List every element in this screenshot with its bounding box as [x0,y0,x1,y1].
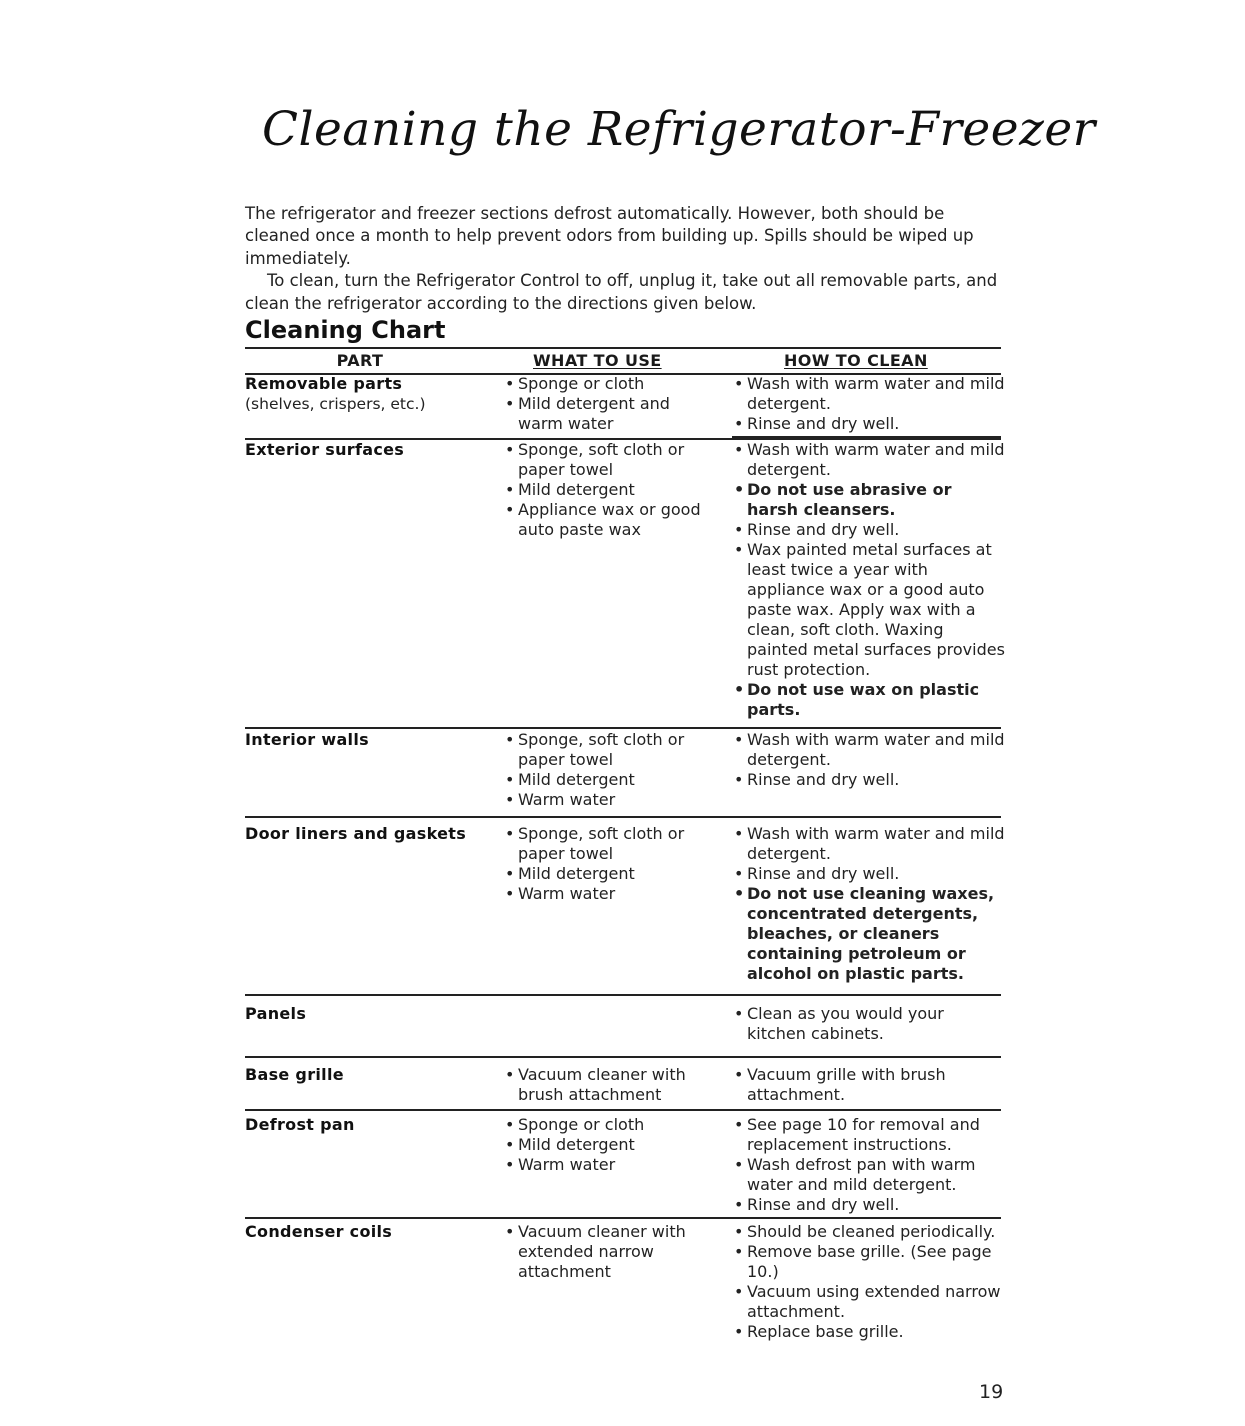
how-to-clean-item: • Should be cleaned periodically. [732,1222,1007,1242]
what-to-use-item: • Warm water [503,1155,713,1175]
how-to-clean-item: • Wash with warm water and mild detergent. [732,374,1007,414]
how-to-clean-item: • See page 10 for removal and replacement instructions. [732,1115,1007,1155]
table-top-rule [245,347,1001,349]
part-name: Interior walls [245,730,369,749]
what-to-use-item: • Sponge, soft cloth or paper towel [503,730,713,770]
part-subtitle: (shelves, crispers, etc.) [245,395,426,413]
column-header-how-to-clean: HOW TO CLEAN [784,351,928,370]
column-header-part: PART [336,351,384,370]
intro-text [245,203,1005,315]
part-name: Base grille [245,1065,344,1084]
part-name: Condenser coils [245,1222,393,1241]
what-to-use-item: • Mild detergent and warm water [503,394,713,434]
part-cell [245,1115,495,1135]
row-divider [245,727,1001,729]
how-to-clean-warning: • Do not use cleaning waxes, concentrated detergents, bleaches, or cleaners containing petroleum or alcohol on plastic parts. [732,884,1007,984]
part-cell [245,374,495,414]
how-to-clean-item: • Rinse and dry well. [732,770,1007,790]
what-to-use-item: • Warm water [503,884,713,904]
what-to-use-cell [503,440,713,540]
what-to-use-cell [503,730,713,810]
what-to-use-cell [503,1222,713,1282]
how-to-clean-item: • Rinse and dry well. [732,864,1007,884]
row-divider [245,816,1001,818]
column-header-what-to-use: WHAT TO USE [533,351,662,370]
what-to-use-item: • Vacuum cleaner with extended narrow attachment [503,1222,713,1282]
how-to-clean-item: • Clean as you would your kitchen cabinets. [732,1004,1007,1044]
how-to-clean-item: • Wash with warm water and mild detergent. [732,730,1007,770]
part-name: Defrost pan [245,1115,355,1134]
part-name: Exterior surfaces [245,440,405,459]
what-to-use-cell [503,1115,713,1175]
how-to-clean-item: • Wash with warm water and mild detergent. [732,440,1007,480]
how-to-clean-cell [732,440,1007,720]
how-to-clean-warning: • Do not use abrasive or harsh cleansers. [732,480,1007,520]
how-to-clean-item: • Replace base grille. [732,1322,1007,1342]
what-to-use-item: • Sponge, soft cloth or paper towel [503,824,713,864]
what-to-use-item: • Sponge, soft cloth or paper towel [503,440,713,480]
how-to-clean-item: • Vacuum using extended narrow attachment. [732,1282,1007,1322]
what-to-use-item: • Mild detergent [503,864,713,884]
what-to-use-item: • Appliance wax or good auto paste wax [503,500,713,540]
what-to-use-cell [503,1065,713,1105]
page-number: 19 [979,1381,1004,1403]
part-cell [245,1222,495,1242]
how-to-clean-cell [732,1004,1007,1044]
row-divider [245,994,1001,996]
how-to-clean-item: • Wax painted metal surfaces at least twice a year with appliance wax or a good auto paste wax. Apply wax with a clean, soft cloth. Waxing painted metal surfaces provides rust protection. [732,540,1007,680]
intro-paragraph: The refrigerator and freezer sections defrost automatically. However, both should be cleaned once a month to help prevent odors from building up. Spills should be wiped up immediately. [245,204,974,268]
what-to-use-item: • Mild detergent [503,480,713,500]
part-name: Door liners and gaskets [245,824,467,843]
chart-title: Cleaning Chart [245,316,446,344]
how-to-clean-item: • Rinse and dry well. [732,520,1007,540]
how-to-clean-item: • Vacuum grille with brush attachment. [732,1065,1007,1105]
part-name: Panels [245,1004,307,1023]
how-to-clean-item: • Wash defrost pan with warm water and mild detergent. [732,1155,1007,1195]
row-divider [245,1217,1001,1219]
what-to-use-item: • Vacuum cleaner with brush attachment [503,1065,713,1105]
part-cell [245,824,495,844]
what-to-use-cell [503,824,713,904]
intro-paragraph: To clean, turn the Refrigerator Control to off, unplug it, take out all removable parts, and clean the refrigerator according to the directions given below. [245,271,998,313]
part-cell [245,1065,495,1085]
page-title: Cleaning the Refrigerator-Freezer [262,102,1096,157]
how-to-clean-cell [732,730,1007,790]
how-to-clean-cell [732,824,1007,984]
how-to-clean-item: • Wash with warm water and mild detergent. [732,824,1007,864]
part-cell [245,1004,495,1024]
row-divider [245,1109,1001,1111]
how-to-clean-cell [732,1222,1007,1342]
part-name: Removable parts [245,374,403,393]
how-to-clean-item: • Remove base grille. (See page 10.) [732,1242,1007,1282]
how-to-clean-item: • Rinse and dry well. [732,414,1007,434]
what-to-use-item: • Sponge or cloth [503,374,713,394]
how-to-clean-cell [732,1115,1007,1215]
how-to-clean-cell [732,374,1007,434]
part-cell [245,730,495,750]
what-to-use-item: • Mild detergent [503,770,713,790]
how-to-clean-cell [732,1065,1007,1105]
what-to-use-item: • Sponge or cloth [503,1115,713,1135]
part-cell [245,440,495,460]
how-to-clean-item: • Rinse and dry well. [732,1195,1007,1215]
what-to-use-cell [503,374,713,434]
what-to-use-item: • Warm water [503,790,713,810]
row-divider [245,1056,1001,1058]
what-to-use-item: • Mild detergent [503,1135,713,1155]
how-to-clean-warning: • Do not use wax on plastic parts. [732,680,1007,720]
